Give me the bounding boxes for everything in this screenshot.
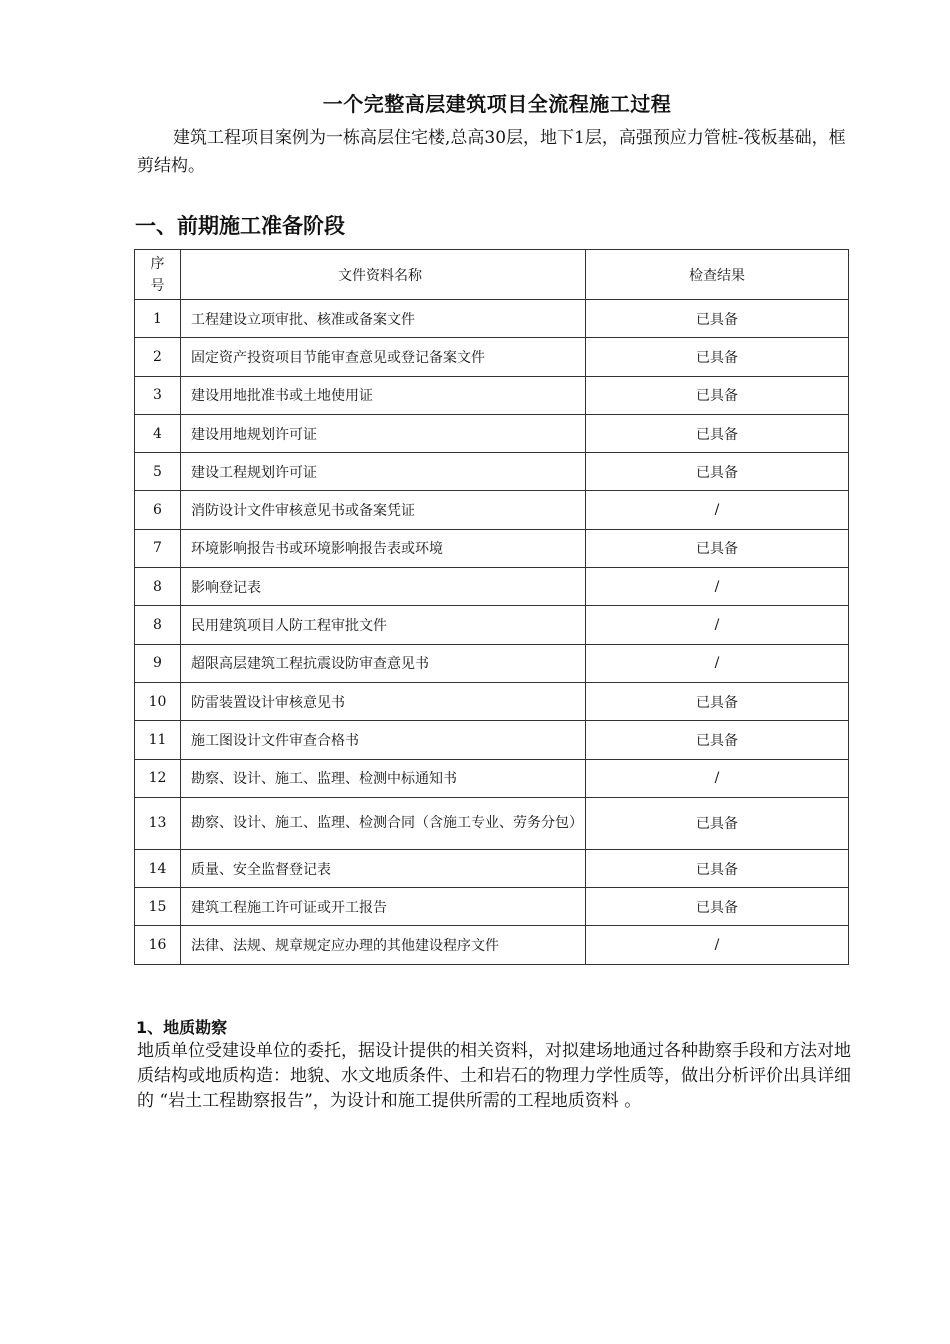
row-name: 民用建筑项目人防工程审批文件 [181,606,586,644]
row-result: 已具备 [586,453,849,491]
row-num: 1 [135,300,181,338]
table-row [135,529,849,567]
row-num: 2 [135,338,181,376]
table-row [135,849,849,887]
header-result: 检查结果 [586,250,849,300]
row-result: 已具备 [586,721,849,759]
row-num: 8 [135,568,181,606]
table-row [135,453,849,491]
row-name: 建设用地规划许可证 [181,414,586,452]
row-num: 13 [135,797,181,849]
table-row [135,568,849,606]
row-num: 6 [135,491,181,529]
row-name: 建设用地批准书或土地使用证 [181,376,586,414]
row-name: 法律、法规、规章规定应办理的其他建设程序文件 [181,926,586,964]
row-result: 已具备 [586,888,849,926]
row-name: 建筑工程施工许可证或开工报告 [181,888,586,926]
table-row [135,491,849,529]
row-num: 3 [135,376,181,414]
row-result: 已具备 [586,414,849,452]
table-body [135,300,849,965]
row-num: 12 [135,759,181,797]
table-row [135,300,849,338]
document-title: 一个完整高层建筑项目全流程施工过程 [322,92,672,116]
row-num: 14 [135,849,181,887]
subsection-heading: 1、地质勘察 [136,1018,228,1037]
row-result: 已具备 [586,300,849,338]
table-row [135,376,849,414]
table-row [135,682,849,720]
row-name: 施工图设计文件审查合格书 [181,721,586,759]
row-name: 工程建设立项审批、核准或备案文件 [181,300,586,338]
row-name: 质量、安全监督登记表 [181,849,586,887]
table-row [135,926,849,964]
row-num: 7 [135,529,181,567]
header-name: 文件资料名称 [181,250,586,300]
table-row [135,797,849,849]
row-name: 消防设计文件审核意见书或备案凭证 [181,491,586,529]
row-result: / [586,491,849,529]
row-result: / [586,926,849,964]
row-num: 15 [135,888,181,926]
row-result: 已具备 [586,797,849,849]
row-result: / [586,644,849,682]
header-num-label: 序号 [150,255,165,294]
subsection-body: 地质单位受建设单位的委托，据设计提供的相关资料，对拟建场地通过各种勘察手段和方法对地质结构或地质构造：地貌、水文地质条件、土和岩石的物理力学性质等，做出分析评价出具详细的 “岩土工程勘察报告”，为设计和施工提供所需的工程地质资料 。 [137,1041,851,1111]
table-row [135,721,849,759]
row-result: / [586,759,849,797]
row-num: 16 [135,926,181,964]
table-row [135,759,849,797]
row-result: / [586,568,849,606]
row-num: 4 [135,414,181,452]
row-name: 影响登记表 [181,568,586,606]
row-result: 已具备 [586,849,849,887]
row-name: 防雷装置设计审核意见书 [181,682,586,720]
row-num: 8 [135,606,181,644]
table-header-row [135,250,849,300]
row-result: 已具备 [586,682,849,720]
documents-checklist-table [134,249,849,965]
intro-paragraph: 建筑工程项目案例为一栋高层住宅楼,总高30层，地下1层，高强预应力管桩-筏板基础，框剪结构。 [137,128,846,176]
row-name: 建设工程规划许可证 [181,453,586,491]
table-row [135,338,849,376]
row-name: 勘察、设计、施工、监理、检测合同（含施工专业、劳务分包） [181,797,586,849]
table-row [135,414,849,452]
table-row [135,888,849,926]
row-num: 5 [135,453,181,491]
row-name: 超限高层建筑工程抗震设防审查意见书 [181,644,586,682]
table-row [135,606,849,644]
row-num: 10 [135,682,181,720]
table-row [135,644,849,682]
row-name: 环境影响报告书或环境影响报告表或环境 [181,529,586,567]
row-result: 已具备 [586,529,849,567]
row-num: 9 [135,644,181,682]
row-name: 勘察、设计、施工、监理、检测中标通知书 [181,759,586,797]
row-result: / [586,606,849,644]
header-num [135,250,181,300]
row-result: 已具备 [586,376,849,414]
section-heading: 一、前期施工准备阶段 [135,214,345,238]
row-result: 已具备 [586,338,849,376]
row-num: 11 [135,721,181,759]
row-name: 固定资产投资项目节能审查意见或登记备案文件 [181,338,586,376]
